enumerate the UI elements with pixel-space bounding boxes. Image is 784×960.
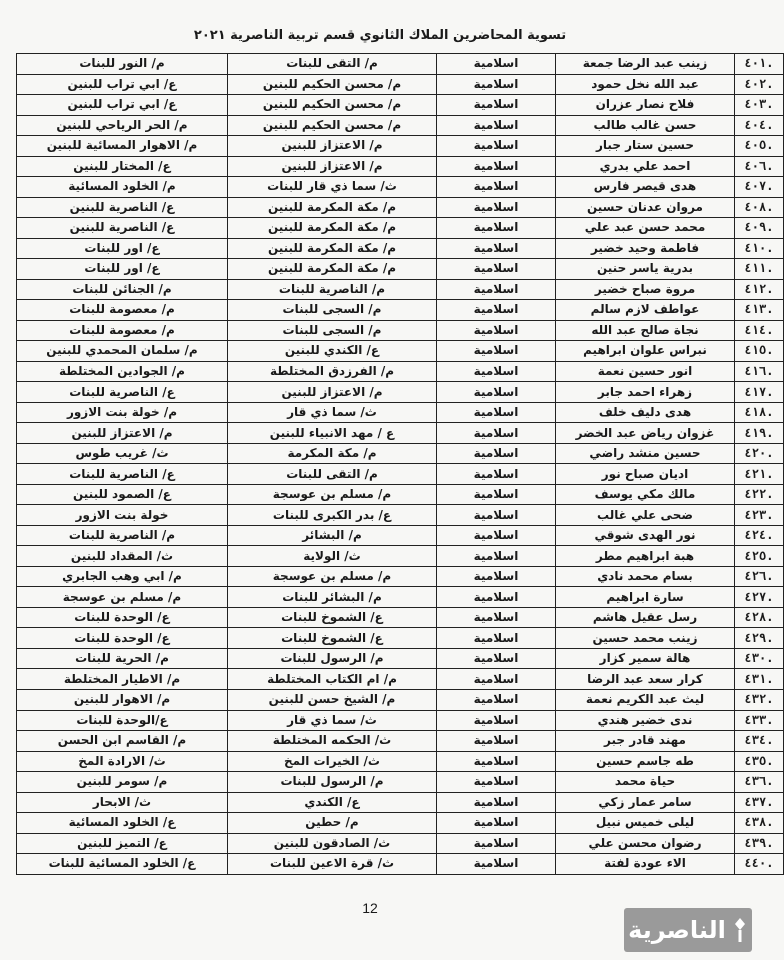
row-number-cell: ٤١٠. <box>735 238 784 259</box>
assigned-school-cell: ع/الوحدة للبنات <box>17 710 228 731</box>
teacher-name-cell: حسين منشد راضي <box>556 443 735 464</box>
specialization-cell: اسلامية <box>437 546 556 567</box>
table-row <box>17 505 784 526</box>
row-number-cell: ٤٢٥. <box>735 546 784 567</box>
teacher-name-cell: عبد الله نخل حمود <box>556 74 735 95</box>
teacher-name-cell: هبة ابراهيم مطر <box>556 546 735 567</box>
teacher-name-cell: رضوان محسن علي <box>556 833 735 854</box>
current-school-cell: م/ السجى للبنات <box>228 300 437 321</box>
logo-mark-icon <box>732 916 748 944</box>
current-school-cell: م/ الفرزدق المختلطة <box>228 361 437 382</box>
current-school-cell: م/ مكة المكرمة للبنين <box>228 238 437 259</box>
current-school-cell: م/ مكة المكرمة للبنين <box>228 259 437 280</box>
specialization-cell: اسلامية <box>437 423 556 444</box>
assigned-school-cell: م/ الجنائن للبنات <box>17 279 228 300</box>
row-number-cell: ٤٢٠. <box>735 443 784 464</box>
assigned-school-cell: ع/ الخلود المسائية للبنات <box>17 854 228 875</box>
table-row <box>17 177 784 198</box>
assigned-school-cell: م/ الحرية للبنات <box>17 648 228 669</box>
table-row <box>17 197 784 218</box>
assigned-school-cell: م/ الجوادين المختلطة <box>17 361 228 382</box>
teacher-name-cell: نجاة صالح عبد الله <box>556 320 735 341</box>
table-row <box>17 710 784 731</box>
site-watermark <box>624 908 752 952</box>
table-row <box>17 813 784 834</box>
teacher-name-cell: ضحى علي غالب <box>556 505 735 526</box>
current-school-cell: ث/ الولاية <box>228 546 437 567</box>
table-row <box>17 115 784 136</box>
assigned-school-cell: ث/ المقداد للبنين <box>17 546 228 567</box>
current-school-cell: م/ الرسول للبنات <box>228 772 437 793</box>
table-row <box>17 607 784 628</box>
current-school-cell: م/ محسن الحكيم للبنين <box>228 74 437 95</box>
current-school-cell: م/ الناصرية للبنات <box>228 279 437 300</box>
current-school-cell: ع/ الكندي للبنين <box>228 341 437 362</box>
current-school-cell: ع/ الشموخ للبنات <box>228 607 437 628</box>
table-row <box>17 279 784 300</box>
row-number-cell: ٤٣٣. <box>735 710 784 731</box>
specialization-cell: اسلامية <box>437 177 556 198</box>
table-row <box>17 566 784 587</box>
specialization-cell: اسلامية <box>437 402 556 423</box>
current-school-cell: م/ الاعتزاز للبنين <box>228 382 437 403</box>
table-row <box>17 731 784 752</box>
current-school-cell: ع/ بدر الكبرى للبنات <box>228 505 437 526</box>
page-title: تسوية المحاضرين الملاك الثانوي قسم تربية الناصرية ٢٠٢١ <box>193 28 567 43</box>
current-school-cell: م/ مكة المكرمة للبنين <box>228 218 437 239</box>
current-school-cell: ث/ سما ذي قار للبنات <box>228 177 437 198</box>
teacher-name-cell: طه جاسم حسين <box>556 751 735 772</box>
assigned-school-cell: خولة بنت الازور <box>17 505 228 526</box>
teacher-name-cell: هالة سمير كزار <box>556 648 735 669</box>
current-school-cell: ث/ سما ذي قار <box>228 710 437 731</box>
current-school-cell: م/ التقى للبنات <box>228 54 437 75</box>
specialization-cell: اسلامية <box>437 566 556 587</box>
specialization-cell: اسلامية <box>437 300 556 321</box>
row-number-cell: ٤٠٩. <box>735 218 784 239</box>
current-school-cell: م/ التقى للبنات <box>228 464 437 485</box>
row-number-cell: ٤٠١. <box>735 54 784 75</box>
table-row <box>17 423 784 444</box>
table-row <box>17 628 784 649</box>
specialization-cell: اسلامية <box>437 751 556 772</box>
table-row <box>17 443 784 464</box>
assigned-school-cell: ع/ الخلود المسائية <box>17 813 228 834</box>
current-school-cell: م/ الاعتزاز للبنين <box>228 136 437 157</box>
row-number-cell: ٤٣٢. <box>735 689 784 710</box>
assigned-school-cell: م/ سلمان المحمدي للبنين <box>17 341 228 362</box>
table-row <box>17 382 784 403</box>
teacher-name-cell: حياة محمد <box>556 772 735 793</box>
assigned-school-cell: ث/ غريب طوس <box>17 443 228 464</box>
assigned-school-cell: ع/ التميز للبنين <box>17 833 228 854</box>
current-school-cell: م/ محسن الحكيم للبنين <box>228 115 437 136</box>
specialization-cell: اسلامية <box>437 95 556 116</box>
assigned-school-cell: ع/ ابي تراب للبنين <box>17 74 228 95</box>
assigned-school-cell: ع/ اور للبنات <box>17 259 228 280</box>
teacher-name-cell: هدى قيصر فارس <box>556 177 735 198</box>
roster-table-body <box>17 54 784 875</box>
teacher-name-cell: نور الهدى شوقي <box>556 525 735 546</box>
table-row <box>17 648 784 669</box>
teacher-name-cell: فاطمة وحيد خضير <box>556 238 735 259</box>
current-school-cell: ث/ الصادقون للبنين <box>228 833 437 854</box>
current-school-cell: م/ حطين <box>228 813 437 834</box>
assigned-school-cell: م/ مسلم بن عوسجة <box>17 587 228 608</box>
teacher-name-cell: فلاح نصار عزران <box>556 95 735 116</box>
specialization-cell: اسلامية <box>437 115 556 136</box>
table-row <box>17 772 784 793</box>
row-number-cell: ٤٣٠. <box>735 648 784 669</box>
teacher-name-cell: سارة ابراهيم <box>556 587 735 608</box>
assigned-school-cell: م/ الحر الرياحي للبنين <box>17 115 228 136</box>
assigned-school-cell: م/ معصومة للبنات <box>17 300 228 321</box>
table-row <box>17 833 784 854</box>
assigned-school-cell: م/ القاسم ابن الحسن <box>17 731 228 752</box>
specialization-cell: اسلامية <box>437 731 556 752</box>
assigned-school-cell: ع/ الصمود للبنين <box>17 484 228 505</box>
current-school-cell: م/ الرسول للبنات <box>228 648 437 669</box>
row-number-cell: ٤٢٩. <box>735 628 784 649</box>
assigned-school-cell: م/ سومر للبنين <box>17 772 228 793</box>
teacher-name-cell: رسل عقيل هاشم <box>556 607 735 628</box>
assigned-school-cell: م/ النور للبنات <box>17 54 228 75</box>
teacher-name-cell: نبراس علوان ابراهيم <box>556 341 735 362</box>
specialization-cell: اسلامية <box>437 341 556 362</box>
specialization-cell: اسلامية <box>437 320 556 341</box>
current-school-cell: ث/ الخيرات المخ <box>228 751 437 772</box>
row-number-cell: ٤١٨. <box>735 402 784 423</box>
specialization-cell: اسلامية <box>437 136 556 157</box>
current-school-cell: م/ مكة المكرمة <box>228 443 437 464</box>
row-number-cell: ٤٠٢. <box>735 74 784 95</box>
assigned-school-cell: م/ الناصرية للبنات <box>17 525 228 546</box>
specialization-cell: اسلامية <box>437 648 556 669</box>
specialization-cell: اسلامية <box>437 484 556 505</box>
row-number-cell: ٤١١. <box>735 259 784 280</box>
table-row <box>17 341 784 362</box>
specialization-cell: اسلامية <box>437 607 556 628</box>
row-number-cell: ٤٠٦. <box>735 156 784 177</box>
teacher-name-cell: احمد علي بدري <box>556 156 735 177</box>
table-row <box>17 156 784 177</box>
row-number-cell: ٤١٢. <box>735 279 784 300</box>
teacher-name-cell: ندى خضير هندي <box>556 710 735 731</box>
current-school-cell: ث/ قرة الاعين للبنات <box>228 854 437 875</box>
table-row <box>17 751 784 772</box>
specialization-cell: اسلامية <box>437 689 556 710</box>
teacher-name-cell: ليث عبد الكريم نعمة <box>556 689 735 710</box>
specialization-cell: اسلامية <box>437 587 556 608</box>
teacher-name-cell: غزوان رياض عبد الخضر <box>556 423 735 444</box>
table-row <box>17 259 784 280</box>
row-number-cell: ٤٢٤. <box>735 525 784 546</box>
teacher-name-cell: حسين ستار جبار <box>556 136 735 157</box>
current-school-cell: م/ ام الكتاب المختلطة <box>228 669 437 690</box>
row-number-cell: ٤٣٦. <box>735 772 784 793</box>
current-school-cell: ع/ الكندي <box>228 792 437 813</box>
row-number-cell: ٤٠٨. <box>735 197 784 218</box>
table-row <box>17 74 784 95</box>
assigned-school-cell: ع/ المختار للبنين <box>17 156 228 177</box>
specialization-cell: اسلامية <box>437 259 556 280</box>
watermark-logo-text: الناصرية <box>628 916 726 944</box>
current-school-cell: م/ مكة المكرمة للبنين <box>228 197 437 218</box>
row-number-cell: ٤٠٣. <box>735 95 784 116</box>
row-number-cell: ٤٢٦. <box>735 566 784 587</box>
specialization-cell: اسلامية <box>437 443 556 464</box>
assigned-school-cell: ث/ الارادة المخ <box>17 751 228 772</box>
row-number-cell: ٤٣٨. <box>735 813 784 834</box>
specialization-cell: اسلامية <box>437 218 556 239</box>
row-number-cell: ٤١٦. <box>735 361 784 382</box>
row-number-cell: ٤١٣. <box>735 300 784 321</box>
specialization-cell: اسلامية <box>437 156 556 177</box>
teacher-name-cell: بسام محمد نادي <box>556 566 735 587</box>
specialization-cell: اسلامية <box>437 361 556 382</box>
assigned-school-cell: ع/ الوحدة للبنات <box>17 628 228 649</box>
specialization-cell: اسلامية <box>437 382 556 403</box>
specialization-cell: اسلامية <box>437 74 556 95</box>
row-number-cell: ٤٠٧. <box>735 177 784 198</box>
teacher-name-cell: حسن غالب طالب <box>556 115 735 136</box>
assigned-school-cell: م/ معصومة للبنات <box>17 320 228 341</box>
teacher-name-cell: سامر عمار زكي <box>556 792 735 813</box>
table-row <box>17 95 784 116</box>
assigned-school-cell: م/ الاهوار للبنين <box>17 689 228 710</box>
table-row <box>17 792 784 813</box>
assigned-school-cell: ع/ الناصرية للبنات <box>17 382 228 403</box>
teacher-name-cell: مروة صباح خضير <box>556 279 735 300</box>
teacher-name-cell: الاء عودة لفتة <box>556 854 735 875</box>
row-number-cell: ٤٣٤. <box>735 731 784 752</box>
current-school-cell: م/ البشائر <box>228 525 437 546</box>
row-number-cell: ٤٠٤. <box>735 115 784 136</box>
row-number-cell: ٤٠٥. <box>735 136 784 157</box>
teacher-name-cell: مهند قادر جبر <box>556 731 735 752</box>
table-row <box>17 238 784 259</box>
table-row <box>17 402 784 423</box>
teacher-name-cell: عواطف لازم سالم <box>556 300 735 321</box>
current-school-cell: م/ محسن الحكيم للبنين <box>228 95 437 116</box>
roster-table <box>16 53 784 875</box>
specialization-cell: اسلامية <box>437 813 556 834</box>
current-school-cell: م/ مسلم بن عوسجة <box>228 484 437 505</box>
page-number: 12 <box>362 900 378 916</box>
assigned-school-cell: ع/ ابي تراب للبنين <box>17 95 228 116</box>
current-school-cell: م/ السجى للبنات <box>228 320 437 341</box>
assigned-school-cell: ع/ الناصرية للبنين <box>17 197 228 218</box>
table-row <box>17 218 784 239</box>
specialization-cell: اسلامية <box>437 54 556 75</box>
row-number-cell: ٤١٥. <box>735 341 784 362</box>
current-school-cell: ث/ سما ذي قار <box>228 402 437 423</box>
specialization-cell: اسلامية <box>437 792 556 813</box>
specialization-cell: اسلامية <box>437 628 556 649</box>
current-school-cell: ث/ الحكمه المختلطة <box>228 731 437 752</box>
row-number-cell: ٤١٤. <box>735 320 784 341</box>
table-row <box>17 464 784 485</box>
assigned-school-cell: ع/ الوحدة للبنات <box>17 607 228 628</box>
row-number-cell: ٤٢٢. <box>735 484 784 505</box>
table-row <box>17 587 784 608</box>
row-number-cell: ٤٢٧. <box>735 587 784 608</box>
row-number-cell: ٤١٩. <box>735 423 784 444</box>
table-row <box>17 669 784 690</box>
specialization-cell: اسلامية <box>437 854 556 875</box>
specialization-cell: اسلامية <box>437 238 556 259</box>
assigned-school-cell: م/ الخلود المسائية <box>17 177 228 198</box>
assigned-school-cell: م/ ابي وهب الجابري <box>17 566 228 587</box>
table-row <box>17 546 784 567</box>
teacher-name-cell: مالك مكي يوسف <box>556 484 735 505</box>
table-row <box>17 854 784 875</box>
row-number-cell: ٤٣١. <box>735 669 784 690</box>
teacher-name-cell: زينب محمد حسين <box>556 628 735 649</box>
table-row <box>17 484 784 505</box>
specialization-cell: اسلامية <box>437 772 556 793</box>
current-school-cell: م/ الشيخ حسن للبنين <box>228 689 437 710</box>
row-number-cell: ٤٢١. <box>735 464 784 485</box>
table-row <box>17 361 784 382</box>
teacher-name-cell: هدى دليف خلف <box>556 402 735 423</box>
table-row <box>17 54 784 75</box>
teacher-name-cell: زهراء احمد جابر <box>556 382 735 403</box>
row-number-cell: ٤٣٩. <box>735 833 784 854</box>
table-row <box>17 136 784 157</box>
assigned-school-cell: م/ الاهوار المسائية للبنين <box>17 136 228 157</box>
row-number-cell: ٤٢٨. <box>735 607 784 628</box>
row-number-cell: ٤٤٠. <box>735 854 784 875</box>
teacher-name-cell: اديان صباح نور <box>556 464 735 485</box>
specialization-cell: اسلامية <box>437 710 556 731</box>
table-row <box>17 689 784 710</box>
current-school-cell: م/ الاعتزاز للبنين <box>228 156 437 177</box>
teacher-name-cell: انور حسين نعمة <box>556 361 735 382</box>
assigned-school-cell: م/ الاطيار المختلطة <box>17 669 228 690</box>
current-school-cell: ع/ الشموخ للبنات <box>228 628 437 649</box>
specialization-cell: اسلامية <box>437 464 556 485</box>
current-school-cell: م/ البشائر للبنات <box>228 587 437 608</box>
teacher-name-cell: بدرية ياسر حنين <box>556 259 735 280</box>
assigned-school-cell: ع/ اور للبنات <box>17 238 228 259</box>
table-row <box>17 300 784 321</box>
assigned-school-cell: م/ خولة بنت الازور <box>17 402 228 423</box>
assigned-school-cell: ث/ الابحار <box>17 792 228 813</box>
row-number-cell: ٤٣٧. <box>735 792 784 813</box>
table-row <box>17 320 784 341</box>
teacher-name-cell: ليلى خميس نبيل <box>556 813 735 834</box>
teacher-name-cell: محمد حسن عبد علي <box>556 218 735 239</box>
row-number-cell: ٤٢٣. <box>735 505 784 526</box>
teacher-name-cell: مروان عدنان حسين <box>556 197 735 218</box>
specialization-cell: اسلامية <box>437 525 556 546</box>
current-school-cell: م/ مسلم بن عوسجة <box>228 566 437 587</box>
row-number-cell: ٤٣٥. <box>735 751 784 772</box>
teacher-name-cell: زينب عبد الرضا جمعة <box>556 54 735 75</box>
table-row <box>17 525 784 546</box>
teacher-name-cell: كرار سعد عبد الرضا <box>556 669 735 690</box>
assigned-school-cell: ع/ الناصرية للبنات <box>17 464 228 485</box>
specialization-cell: اسلامية <box>437 833 556 854</box>
row-number-cell: ٤١٧. <box>735 382 784 403</box>
specialization-cell: اسلامية <box>437 505 556 526</box>
specialization-cell: اسلامية <box>437 197 556 218</box>
specialization-cell: اسلامية <box>437 279 556 300</box>
assigned-school-cell: ع/ الناصرية للبنين <box>17 218 228 239</box>
specialization-cell: اسلامية <box>437 669 556 690</box>
current-school-cell: ع / مهد الانبياء للبنين <box>228 423 437 444</box>
assigned-school-cell: م/ الاعتزاز للبنين <box>17 423 228 444</box>
